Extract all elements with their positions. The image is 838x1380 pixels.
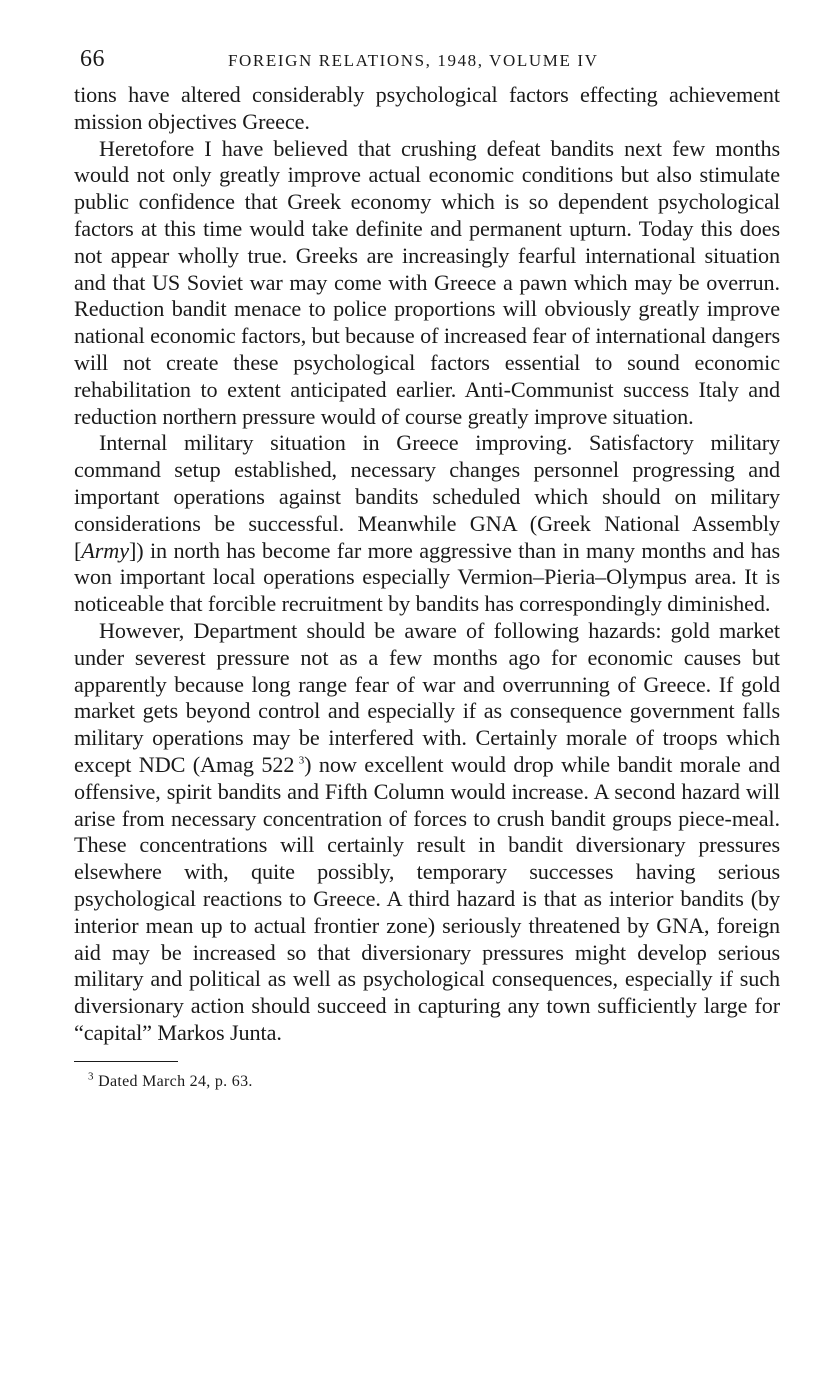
footnote-marker: 3 [88, 1070, 94, 1083]
paragraph-text: ]) in north has become far more aggressive than in many months and has won important local operations especially Vermion–Pieria–Olympus area. It is noticeable that forcible recruitment by bandits has correspondingly diminished. [74, 537, 780, 617]
footnote-divider [74, 1061, 178, 1062]
footnote-reference[interactable]: 3 [298, 754, 305, 767]
running-title: FOREIGN RELATIONS, 1948, VOLUME IV [228, 51, 599, 70]
paragraph-continuation: tions have altered considerably psychological factors effecting achievement mission objectives Greece. [74, 82, 780, 134]
footnote-text: Dated March 24, p. 63. [98, 1072, 253, 1090]
running-header [74, 42, 780, 82]
paragraph-text: ) now excellent would drop while bandit morale and offensive, spirit bandits and Fifth Column would increase. A second hazard will arise from necessary concentration of forces to crush bandit groups piece-meal. These concentrations will certainly result in bandit diversionary pressures elsewhere with, quite possibly, temporary successes having serious psychological reactions to Greece. A third hazard is that as interior bandits (by interior mean up to actual frontier zone) seriously threatened by GNA, foreign aid may be increased so that diversionary pressures might develop serious military and political as well as psychological consequences, especially if such diversionary action should succeed in capturing any town sufficiently large for “capital” Markos Junta. [74, 751, 780, 1045]
document-page [74, 42, 780, 1092]
editorial-insertion: Army [81, 537, 129, 563]
paragraph-internal-military [74, 430, 780, 618]
paragraph-text: However, Department should be aware of following hazards: gold market under severest pressure not as a few months ago for economic causes but apparently because long range fear of war and overrunning of Greece. If gold market gets beyond control and especially if as consequence government falls military operations may be interfered with. Certainly morale of troops which except NDC (Amag 522 [74, 617, 780, 777]
paragraph-hazards [74, 618, 780, 1047]
body-text [74, 82, 780, 1047]
footnote [88, 1072, 780, 1092]
paragraph-text: Internal military situation in Greece improving. Satisfactory military command setup established, necessary changes personnel progressing and important operations against bandits scheduled which should on military considerations be successful. Meanwhile GNA (Greek National Assembly [ [74, 430, 780, 563]
paragraph-heretofore: Heretofore I have believed that crushing defeat bandits next few months would not only greatly improve actual economic conditions but also stimulate public confidence that Greek economy which is so dependent psychological factors at this time would take definite and permanent upturn. Today this does not appear wholly true. Greeks are increasingly fearful international situation and that US Soviet war may come with Greece a pawn which may be overrun. Reduction bandit menace to police proportions will obviously greatly improve national economic factors, but because of increased fear of international dangers will not create these psychological factors essential to sound economic rehabilitation to extent anticipated earlier. Anti-Communist success Italy and reduction northern pressure would of course greatly improve situation. [74, 135, 780, 429]
page-number: 66 [80, 46, 105, 72]
